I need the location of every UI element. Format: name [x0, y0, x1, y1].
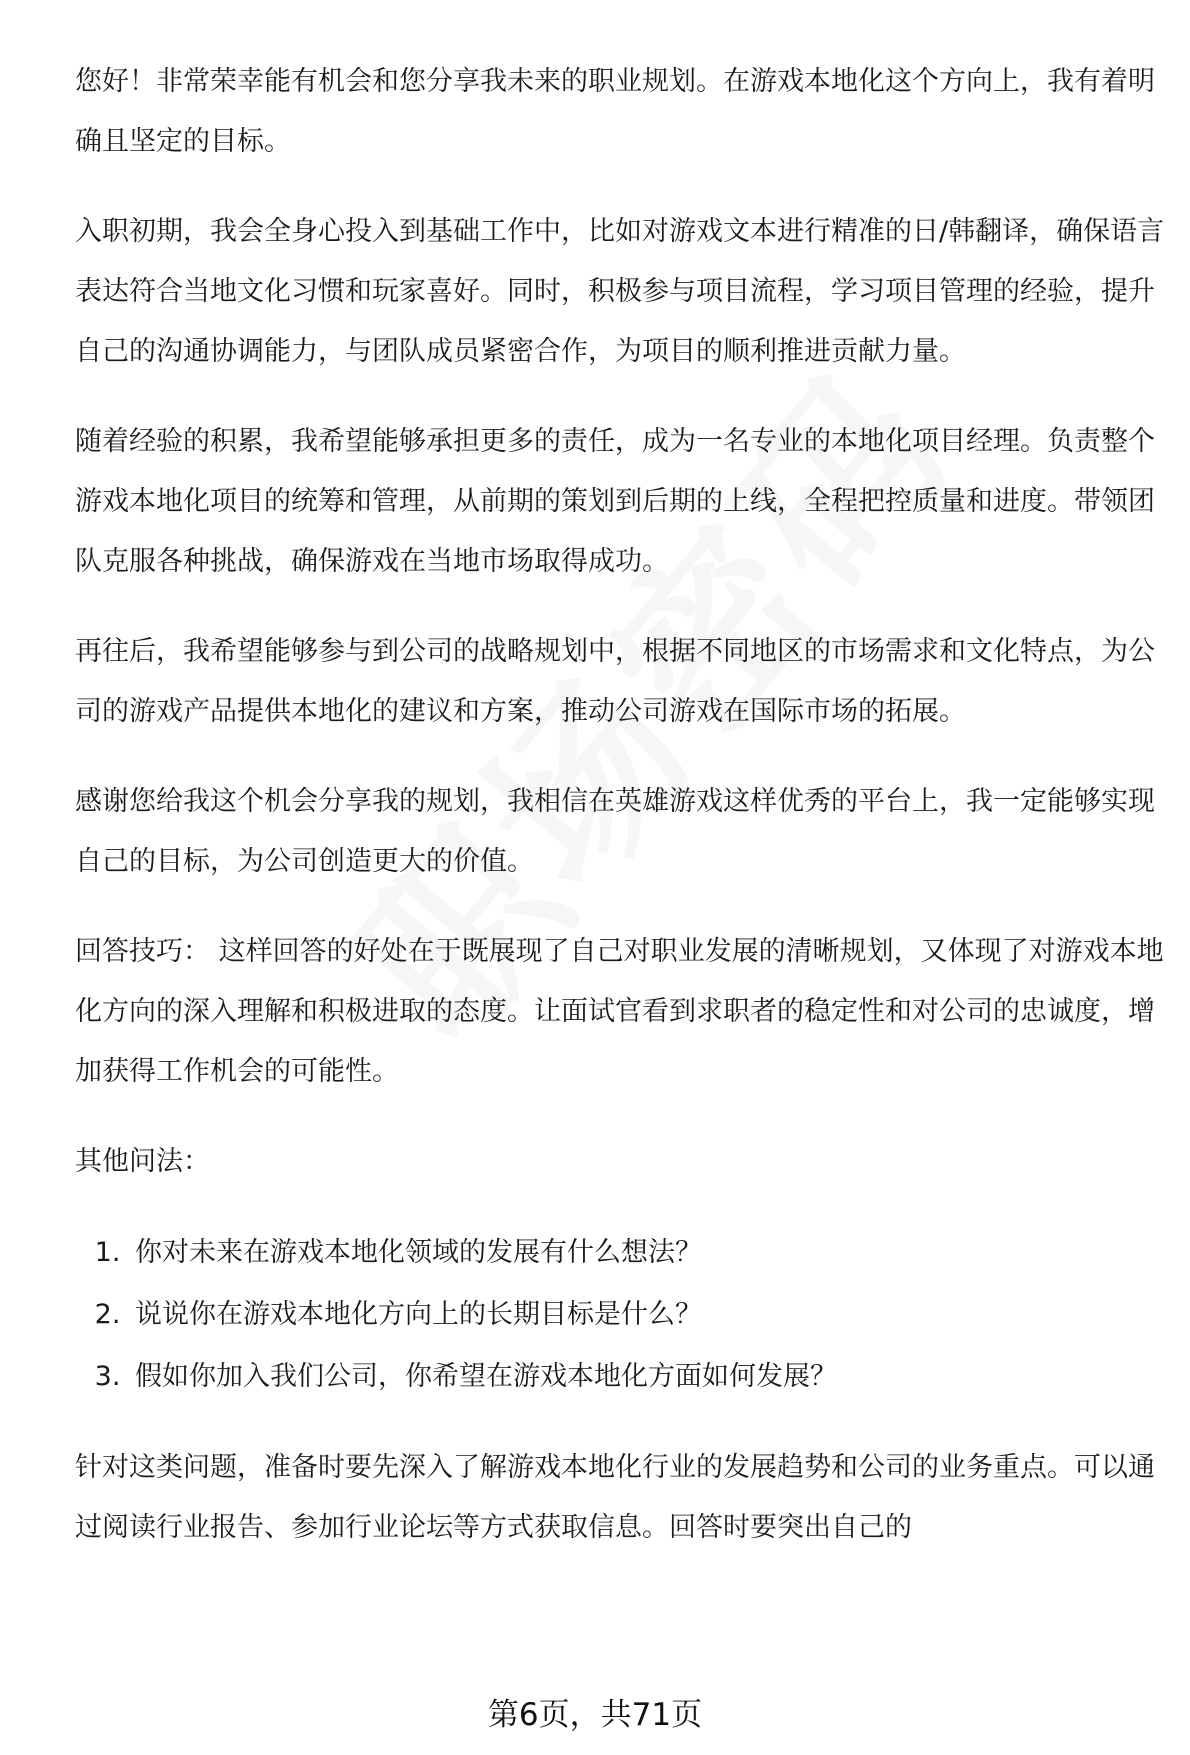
document-body	[75, 52, 1170, 1588]
list-item: 2. 说说你在游戏本地化方向上的长期目标是什么？	[129, 1284, 1170, 1346]
paragraph-greeting: 您好！非常荣幸能有机会和您分享我未来的职业规划。在游戏本地化这个方向上，我有着明确且坚定的目标。	[75, 66, 1155, 157]
list-item: 1. 你对未来在游戏本地化领域的发展有什么想法？	[129, 1222, 1170, 1284]
paragraph-closing: 针对这类问题，准备时要先深入了解游戏本地化行业的发展趋势和公司的业务重点。可以通过阅读行业报告、参加行业论坛等方式获取信息。回答时要突出自己的	[75, 1452, 1155, 1543]
paragraph-other-questions-heading: 其他问法：	[75, 1146, 210, 1177]
paragraph-mid-career: 随着经验的积累，我希望能够承担更多的责任，成为一名专业的本地化项目经理。负责整个游戏本地化项目的统筹和管理，从前期的策划到后期的上线，全程把控质量和进度。带领团队克服各种挑战，确保游戏在当地市场取得成功。	[75, 426, 1155, 577]
paragraph-early-career: 入职初期，我会全身心投入到基础工作中，比如对游戏文本进行精准的日/韩翻译，确保语言表达符合当地文化习惯和玩家喜好。同时，积极参与项目流程，学习项目管理的经验，提升自己的沟通协调能力，与团队成员紧密合作，为项目的顺利推进贡献力量。	[75, 216, 1165, 367]
paragraph-answer-tips: 回答技巧： 这样回答的好处在于既展现了自己对职业发展的清晰规划，又体现了对游戏本地化方向的深入理解和积极进取的态度。让面试官看到求职者的稳定性和对公司的忠诚度，增加获得工作机会的可能性。	[75, 936, 1164, 1087]
other-questions-list	[75, 1222, 1170, 1408]
list-item: 3. 假如你加入我们公司，你希望在游戏本地化方面如何发展？	[129, 1346, 1170, 1408]
paragraph-long-term: 再往后，我希望能够参与到公司的战略规划中，根据不同地区的市场需求和文化特点，为公司的游戏产品提供本地化的建议和方案，推动公司游戏在国际市场的拓展。	[75, 636, 1155, 727]
paragraph-thanks: 感谢您给我这个机会分享我的规划，我相信在英雄游戏这样优秀的平台上，我一定能够实现自己的目标，为公司创造更大的价值。	[75, 786, 1155, 877]
page-number-footer: 第6页，共71页	[487, 1697, 703, 1733]
